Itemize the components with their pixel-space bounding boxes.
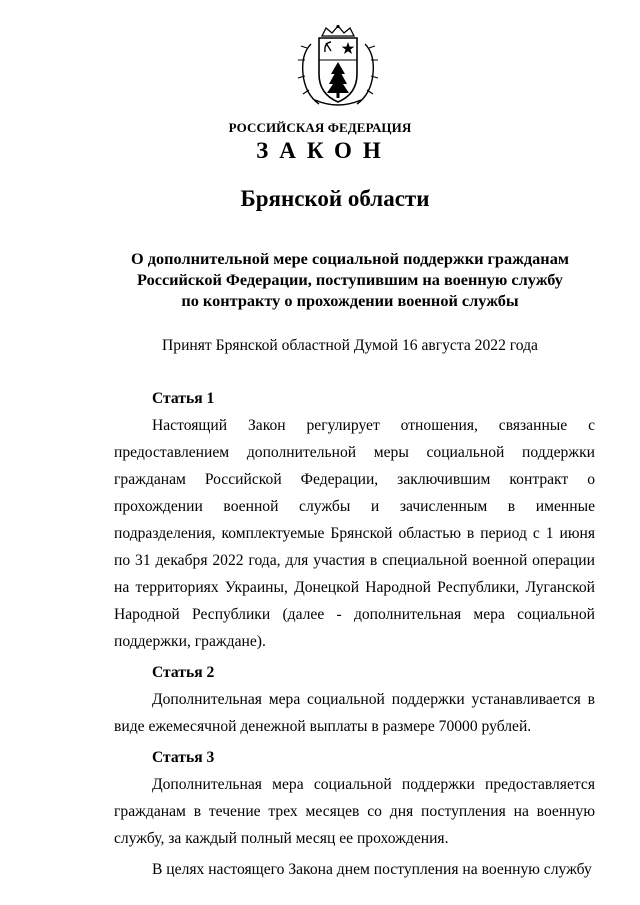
federation-label: РОССИЙСКАЯ ФЕДЕРАЦИЯ — [228, 120, 412, 135]
article-3-paragraph: В целях настоящего Закона днем поступления на военную службу — [152, 861, 592, 878]
law-body — [114, 385, 595, 883]
law-title — [100, 248, 600, 311]
law-title-line: по контракту о прохождении военной службы — [181, 291, 519, 310]
article-3-paragraph: Дополнительная мера социальной поддержки предоставляется гражданам в течение трех месяцев со дня поступления на военную службу, за каждый полный месяц ее прохождения. — [114, 776, 595, 847]
adoption-note: Принят Брянской областной Думой 16 августа 2022 года — [162, 337, 538, 354]
article-2-paragraph: Дополнительная мера социальной поддержки устанавливается в виде ежемесячной денежной выплаты в размере 70000 рублей. — [114, 691, 595, 735]
law-title-line: Российской Федерации, поступившим на военную службу — [137, 270, 563, 289]
coat-of-arms-icon — [295, 24, 381, 108]
article-1-paragraph: Настоящий Закон регулирует отношения, связанные с предоставлением дополнительной меры социальной поддержки гражданам Российской Федерации, заключившим контракт о прохождении военной службы и зачисленным в именные подразделения, комплектуемые Брянской областью в период с 1 июня по 31 декабря 2022 года, для участия в специальной военной операции на территориях Украины, Донецкой Народной Республики, Луганской Народной Республики (далее - дополнительная мера социальной поддержки, граждане). — [114, 417, 595, 650]
region-name: Брянской области — [240, 186, 430, 211]
article-1-heading: Статья 1 — [152, 390, 215, 407]
article-2-heading: Статья 2 — [152, 664, 215, 681]
article-3-heading: Статья 3 — [152, 749, 215, 766]
law-title-line: О дополнительной мере социальной поддержки гражданам — [131, 249, 569, 268]
document-type: ЗАКОН — [256, 138, 392, 163]
